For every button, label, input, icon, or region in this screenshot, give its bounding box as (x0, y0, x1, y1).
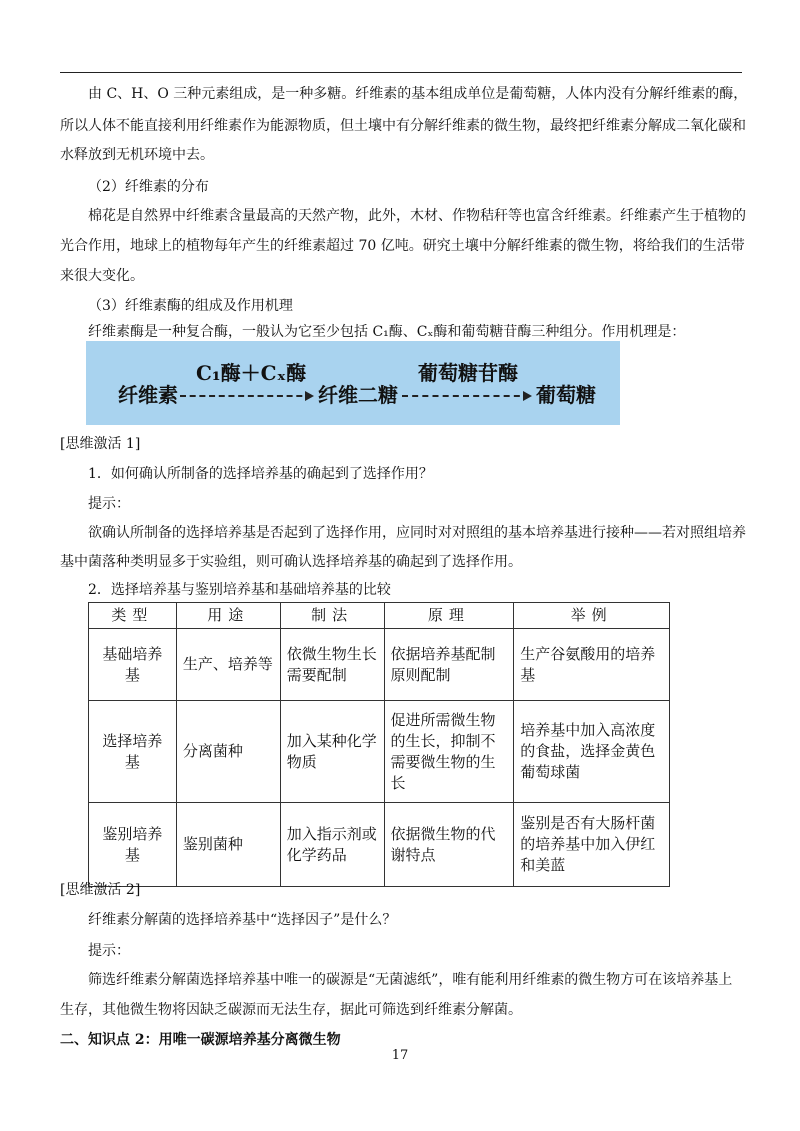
header-rule (60, 72, 742, 73)
activation-title: [思维激活 2] (60, 882, 141, 898)
answer-line: 生存，其他微生物将因缺乏碳源而无法生存，据此可筛选到纤维素分解菌。 (60, 1002, 522, 1018)
table-row (89, 803, 670, 887)
table-row (89, 629, 670, 701)
answer-line: 筛选纤维素分解菌选择培养基中唯一的碳源是“无菌滤纸”，唯有能利用纤维素的微生物方可在该培养基上 (88, 972, 733, 988)
table-cell: 培养基中加入高浓度的食盐，选择金黄色葡萄球菌 (514, 701, 670, 803)
paragraph-line: 所以人体不能直接利用纤维素作为能源物质，但土壤中有分解纤维素的微生物，最终把纤维素分解成二氧化碳和 (60, 118, 746, 134)
table-cell: 选择培养基 (89, 701, 177, 803)
paragraph-line: 水释放到无机环境中去。 (60, 147, 214, 163)
diagram-middle: 纤维二糖 (318, 383, 398, 407)
column-header: 用途 (176, 603, 280, 629)
diagram-start: 纤维素 (118, 383, 178, 407)
arrow-icon (180, 395, 312, 397)
subsection-heading: （3）纤维素酶的组成及作用机理 (88, 298, 293, 314)
table-row (89, 701, 670, 803)
table-header-row (89, 603, 670, 629)
subsection-heading: （2）纤维素的分布 (88, 179, 209, 195)
question: 纤维素分解菌的选择培养基中“选择因子”是什么？ (88, 912, 397, 928)
paragraph-line: 纤维素酶是一种复合酶，一般认为它至少包括 C₁酶、Cₓ酶和葡萄糖苷酶三种组分。作用机理是： (88, 324, 686, 340)
table-cell: 鉴别是否有大肠杆菌的培养基中加入伊红和美蓝 (514, 803, 670, 887)
answer-line: 欲确认所制备的选择培养基是否起到了选择作用，应同时对对照组的基本培养基进行接种——若对照组培养 (88, 525, 746, 541)
paragraph-line: 由 C、H、O 三种元素组成，是一种多糖。纤维素的基本组成单位是葡萄糖，人体内没有分解纤维素的酶， (88, 86, 748, 102)
table-cell: 加入某种化学物质 (280, 701, 384, 803)
table-caption: 2．选择培养基与鉴别培养基和基础培养基的比较 (88, 582, 391, 598)
table-cell: 依据培养基配制原则配制 (384, 629, 514, 701)
answer-line: 基中菌落种类明显多于实验组，则可确认选择培养基的确起到了选择作用。 (60, 554, 522, 570)
table-cell: 依微生物生长需要配制 (280, 629, 384, 701)
diagram-end: 葡萄糖 (536, 383, 596, 407)
section-heading: 二、知识点 2：用唯一碳源培养基分离微生物 (60, 1032, 341, 1048)
paragraph-line: 光合作用，地球上的植物每年产生的纤维素超过 70 亿吨。研究土壤中分解纤维素的微生物，将给我们的生活带 (60, 238, 745, 254)
table-cell: 基础培养基 (89, 629, 177, 701)
table-cell: 加入指示剂或化学药品 (280, 803, 384, 887)
table-cell: 鉴别菌种 (176, 803, 280, 887)
activation-title: [思维激活 1] (60, 436, 141, 452)
column-header: 制法 (280, 603, 384, 629)
diagram-enzyme1: C₁酶＋Cₓ酶 (196, 361, 307, 385)
comparison-table (88, 602, 670, 887)
table-cell: 依据微生物的代谢特点 (384, 803, 514, 887)
table-cell: 生产谷氨酸用的培养基 (514, 629, 670, 701)
paragraph-line: 来很大变化。 (60, 268, 144, 284)
hint-label: 提示： (88, 943, 130, 959)
column-header: 举例 (514, 603, 670, 629)
cellulase-mechanism-diagram (86, 341, 620, 425)
column-header: 类型 (89, 603, 177, 629)
arrow-icon (402, 395, 530, 397)
table-cell: 促进所需微生物的生长，抑制不需要微生物的生长 (384, 701, 514, 803)
table-cell: 鉴别培养基 (89, 803, 177, 887)
hint-label: 提示： (88, 496, 130, 512)
column-header: 原理 (384, 603, 514, 629)
paragraph-line: 棉花是自然界中纤维素含量最高的天然产物，此外，木材、作物秸秆等也富含纤维素。纤维素产生于植物的 (88, 208, 746, 224)
diagram-enzyme2: 葡萄糖苷酶 (418, 361, 518, 385)
page-number: 17 (391, 1048, 409, 1063)
table-cell: 生产、培养等 (176, 629, 280, 701)
question: 1．如何确认所制备的选择培养基的确起到了选择作用？ (88, 466, 433, 482)
table-cell: 分离菌种 (176, 701, 280, 803)
